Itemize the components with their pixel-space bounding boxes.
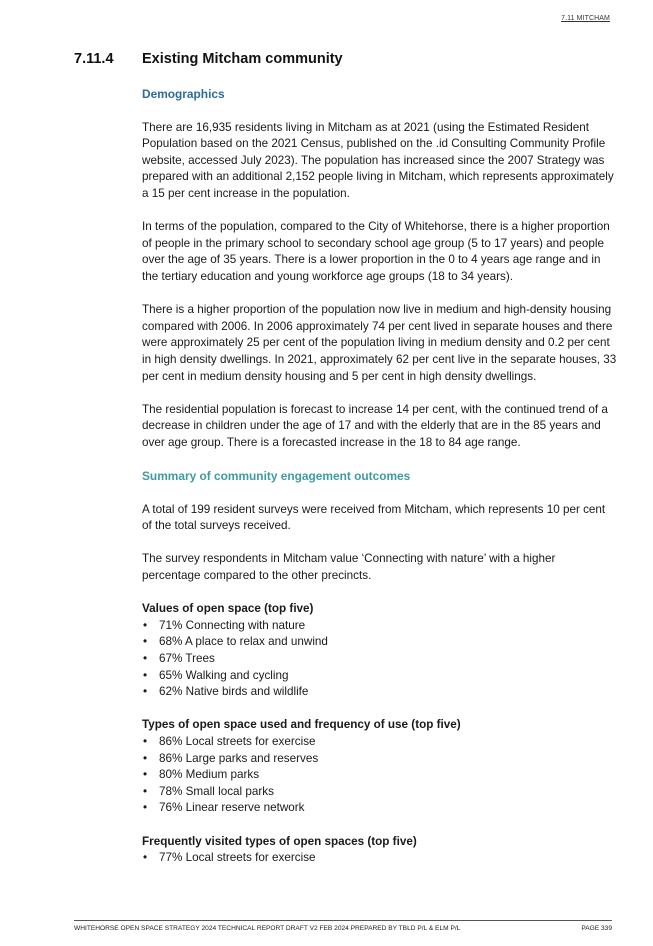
list-item: • 86% Large parks and reserves: [142, 751, 617, 768]
list-item: • 77% Local streets for exercise: [142, 850, 617, 867]
list-item: • 76% Linear reserve network: [142, 800, 617, 817]
demographics-paragraph-4: The residential population is forecast to increase 14 per cent, with the continued trend of a decrease in children under the age of 17 and with the elderly that are in the 85 years and over age group. There is a forecasted increase in the 18 to 84 age range.: [142, 402, 608, 449]
frequently-visited-list-title: Frequently visited types of open spaces (top five): [142, 834, 417, 848]
running-header: 7.11 MITCHAM: [561, 15, 610, 22]
types-used-list-title: Types of open space used and frequency of use (top five): [142, 718, 461, 732]
demographics-paragraph-2: In terms of the population, compared to the City of Whitehorse, there is a higher proportion of people in the primary school to secondary school age group (5 to 17 years) and people over the age of 35 years. There is a lower proportion in the 0 to 4 years age range and in the tertiary education and young workforce age groups (18 to 34 years).: [142, 220, 610, 283]
list-item: • 67% Trees: [142, 651, 617, 668]
demographics-paragraph-1: There are 16,935 residents living in Mitcham as at 2021 (using the Estimated Resident Population based on the 2021 Census, published on the .id Consulting Community Profile website, accessed July 2023). The population has increased since the 2007 Strategy was prepared with an additional 2,152 people living in Mitcham, which represents approximately a 15 per cent increase in the population.: [142, 120, 614, 200]
list-item: • 65% Walking and cycling: [142, 668, 617, 685]
values-list: [142, 618, 617, 701]
demographics-paragraph-3: There is a higher proportion of the population now live in medium and high-density housing compared with 2006. In 2006 approximately 74 per cent lived in separate houses and there were approximately 25 per cent of the population living in medium density and 0.2 per cent in high density dwellings. In 2021, approximately 62 per cent live in the separate houses, 33 per cent in medium density housing and 5 per cent in high density dwellings.: [142, 303, 617, 383]
section-heading: [74, 51, 343, 67]
types-used-list: [142, 734, 617, 817]
values-list-title: Values of open space (top five): [142, 602, 314, 616]
engagement-heading: Summary of community engagement outcomes: [142, 469, 411, 484]
demographics-heading: Demographics: [142, 87, 225, 101]
page-footer: [74, 925, 612, 932]
engagement-paragraph-2: The survey respondents in Mitcham value ‘Connecting with nature’ with a higher percentage compared to the other precincts.: [142, 552, 556, 583]
section-number: 7.11.4: [74, 51, 114, 67]
footer-document-info: WHITEHORSE OPEN SPACE STRATEGY 2024 TECHNICAL REPORT DRAFT V2 FEB 2024 PREPARED BY TBLD P/L & ELM P/L: [74, 925, 461, 932]
frequently-visited-list: [142, 850, 617, 867]
page-number: PAGE 339: [581, 925, 612, 932]
list-item: • 80% Medium parks: [142, 767, 617, 784]
footer-divider: [74, 920, 612, 921]
list-item: • 62% Native birds and wildlife: [142, 684, 617, 701]
list-item: • 78% Small local parks: [142, 784, 617, 801]
section-title: Existing Mitcham community: [142, 51, 343, 67]
list-item: • 86% Local streets for exercise: [142, 734, 617, 751]
list-item: • 71% Connecting with nature: [142, 618, 617, 635]
engagement-paragraph-1: A total of 199 resident surveys were received from Mitcham, which represents 10 per cent of the total surveys received.: [142, 502, 606, 533]
main-content: [142, 86, 617, 883]
list-item: • 68% A place to relax and unwind: [142, 634, 617, 651]
